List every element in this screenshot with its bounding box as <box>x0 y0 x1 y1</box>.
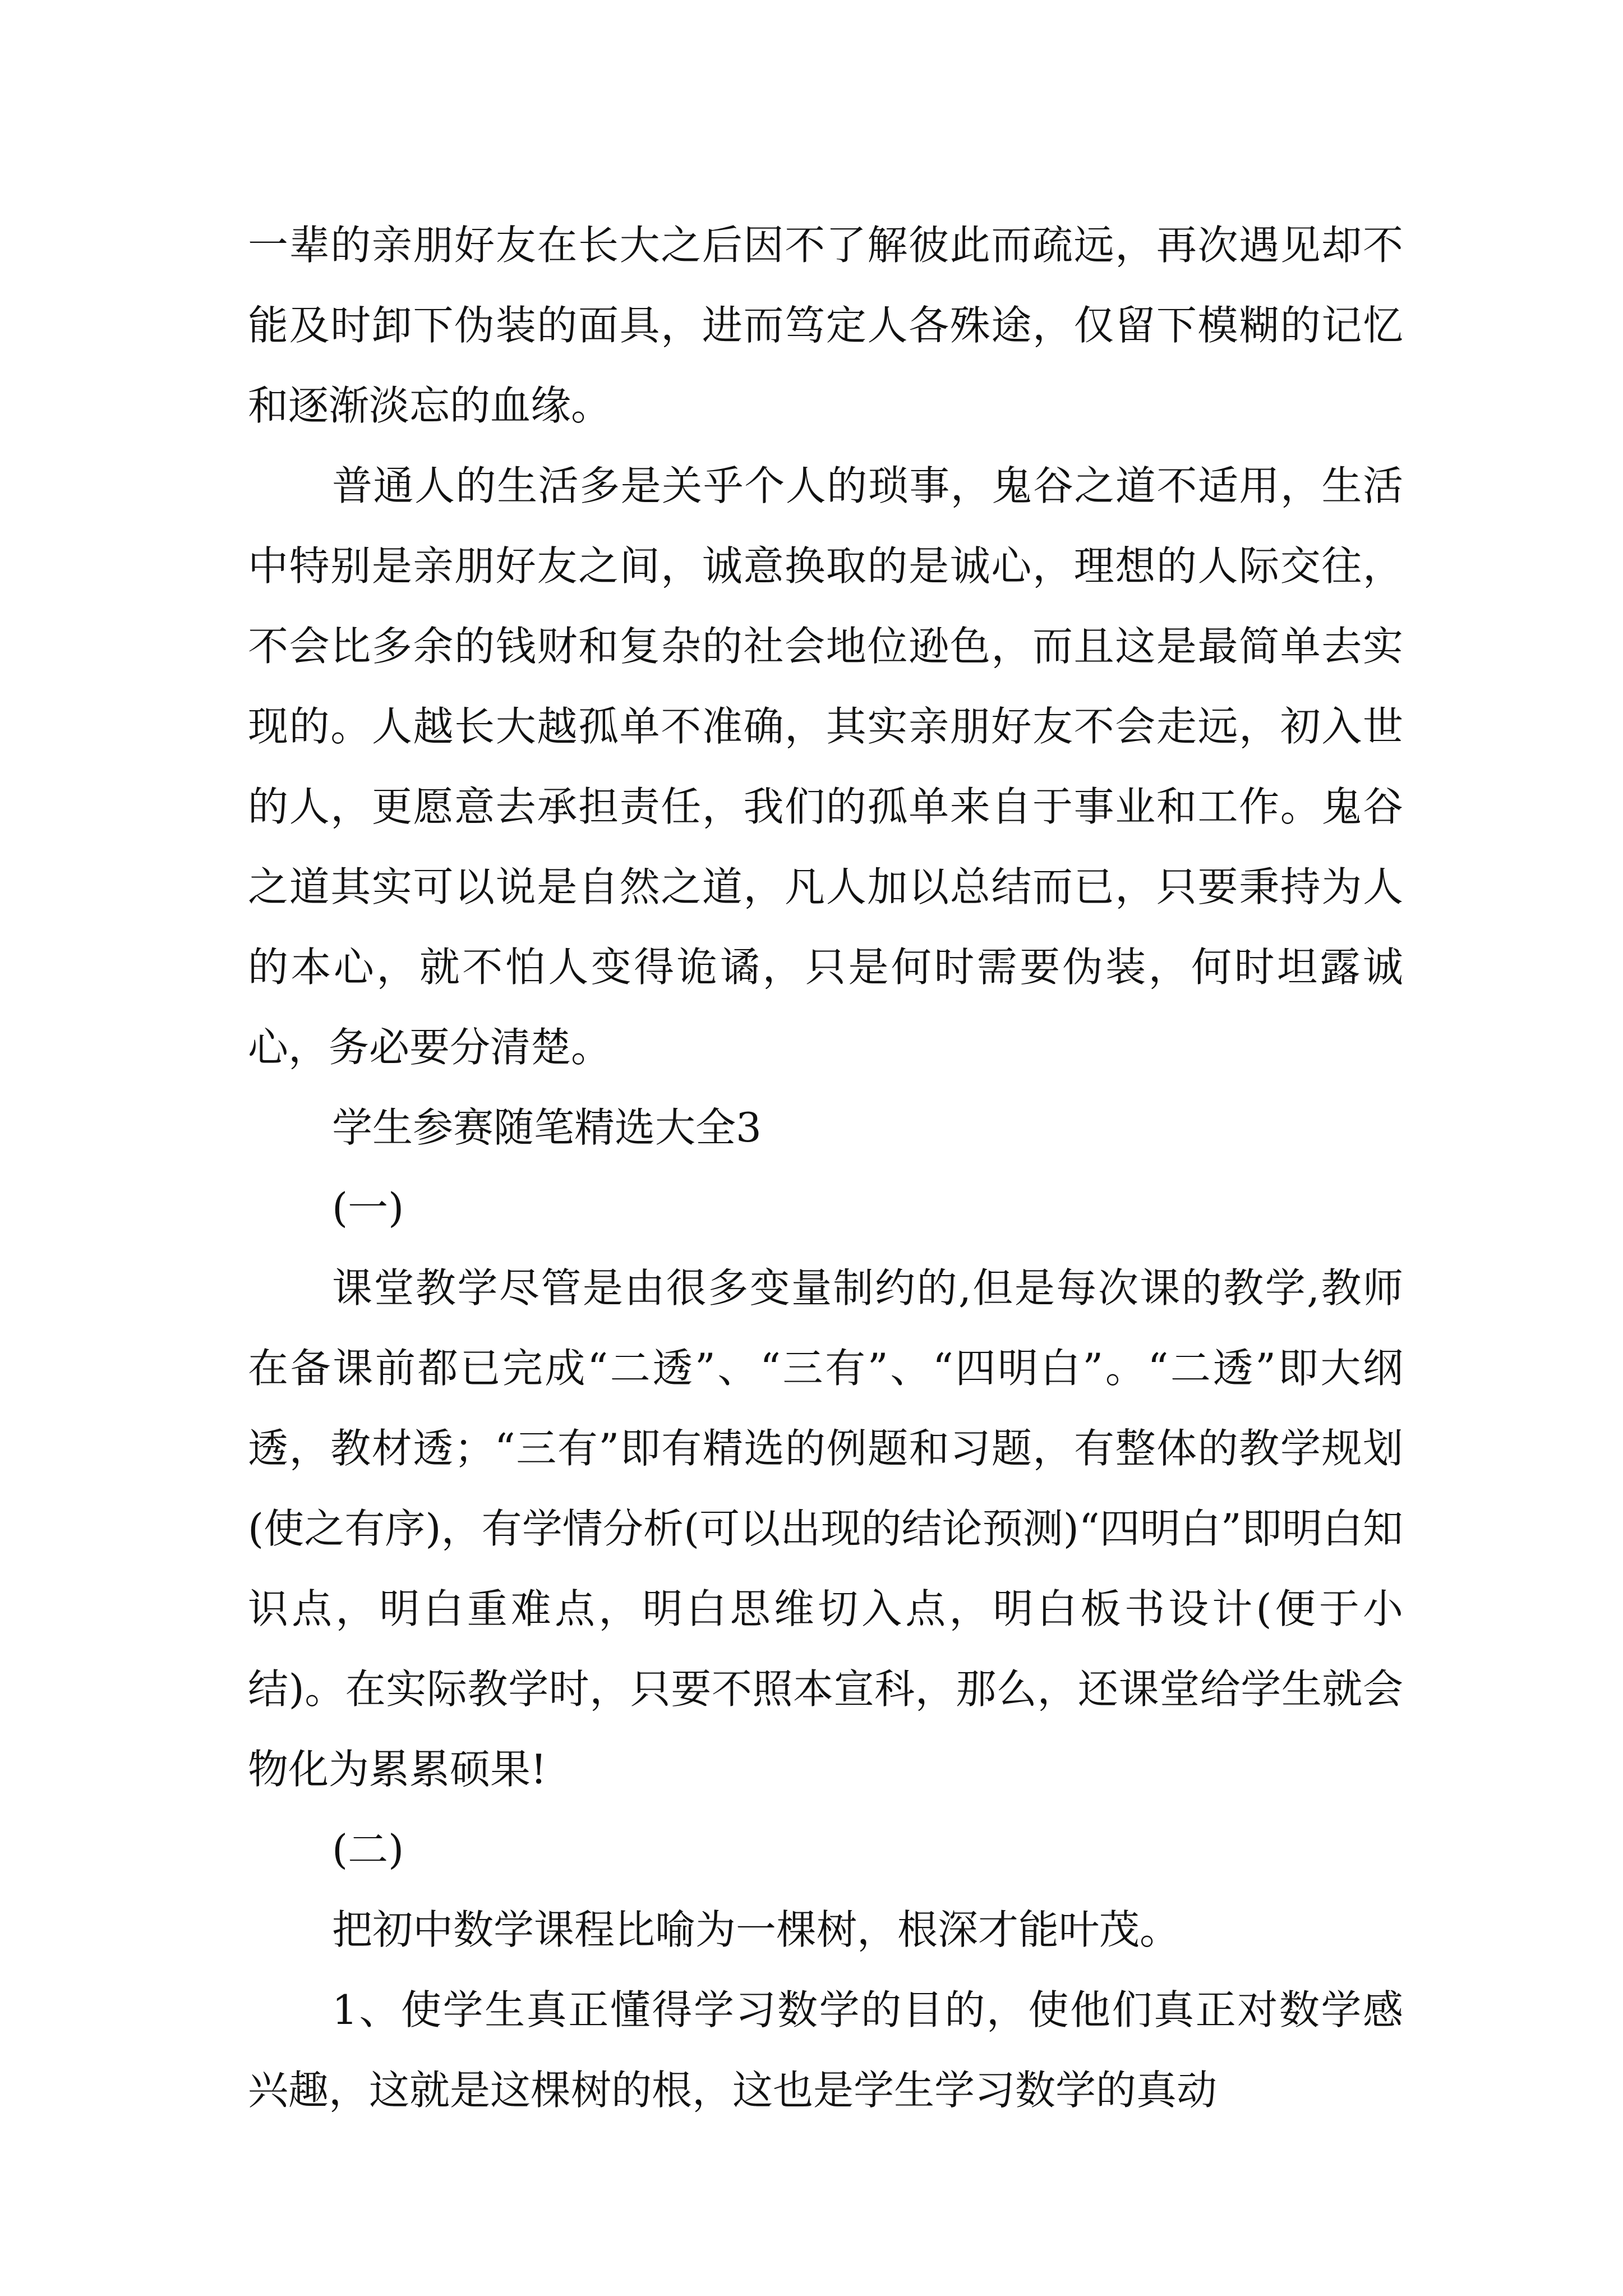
subsection-marker-1: (一) <box>332 1184 404 1231</box>
section-heading: 学生参赛随笔精选大全3 <box>332 1104 762 1151</box>
paragraph-3: 课堂教学尽管是由很多变量制约的,但是每次课的教学,教师在备课前都已完成“二透”、“三有”、“四明白”。“二透”即大纲透，教材透；“三有”即有精选的例题和习题，有整体的教学规划(使之有序)，有学情分析(可以出现的结论预测)“四明白”即明白知识点，明白重难点，明白思维切入点，明白板书设计(便于小结)。在实际教学时，只要不照本宣科，那么，还课堂给学生就会物化为累累硕果! <box>248 1264 1403 1793</box>
subsection-marker-2: (二) <box>332 1826 404 1873</box>
paragraph-2: 普通人的生活多是关乎个人的琐事，鬼谷之道不适用，生活中特别是亲朋好友之间，诚意换取的是诚心，理想的人际交往，不会比多余的钱财和复杂的社会地位逊色，而且这是最简单去实现的。人越长大越孤单不准确，其实亲朋好友不会走远，初入世的人，更愿意去承担责任，我们的孤单来自于事业和工作。鬼谷之道其实可以说是自然之道，凡人加以总结而已，只要秉持为人的本心，就不怕人变得诡谲，只是何时需要伪装，何时坦露诚心，务必要分清楚。 <box>248 462 1403 1071</box>
document-body <box>248 205 1403 2131</box>
paragraph-4: 把初中数学课程比喻为一棵树，根深才能叶茂。 <box>332 1906 1181 1953</box>
paragraph-5: 1、使学生真正懂得学习数学的目的，使他们真正对数学感兴趣，这就是这棵树的根，这也是学生学习数学的真动 <box>248 1986 1403 2114</box>
paragraph-1: 一辈的亲朋好友在长大之后因不了解彼此而疏远，再次遇见却不能及时卸下伪装的面具，进而笃定人各殊途，仅留下模糊的记忆和逐渐淡忘的血缘。 <box>248 222 1403 429</box>
